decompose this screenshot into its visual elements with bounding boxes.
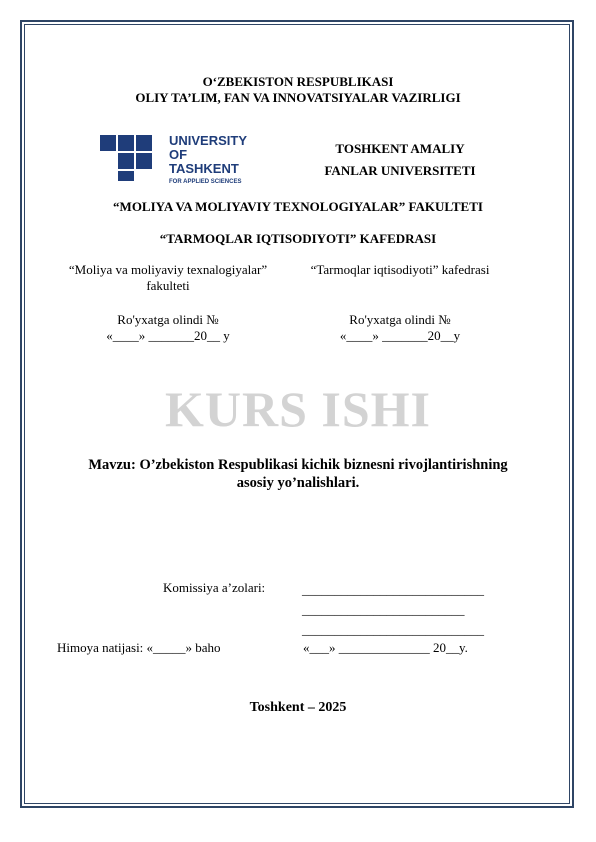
commission-line-2: _________________________ — [302, 602, 465, 617]
commission-line-3: ____________________________ — [302, 622, 484, 637]
university-line-2: FANLAR UNIVERSITETI — [324, 163, 476, 178]
topic-line-1: Mavzu: O’zbekiston Respublikasi kichik biznesni rivojlantirishning — [88, 457, 508, 473]
faculty-title: “MOLIYA VA MOLIYAVIY TEXNOLOGIYALAR” FAKULTETI — [113, 199, 483, 214]
commission-label: Komissiya a’zolari: — [163, 580, 266, 595]
ministry-line-2: OLIY TA’LIM, FAN VA INNOVATSIYALAR VAZIRLIGI — [135, 90, 461, 105]
university-line-1: TOSHKENT AMALIY — [335, 141, 465, 156]
ministry-header — [0, 74, 596, 106]
defense-date: «___» ______________ 20__y. — [303, 640, 468, 655]
faculty-registration-block — [48, 262, 288, 344]
topic — [0, 456, 596, 492]
department-registration-date: «____» _______20__y — [339, 328, 461, 343]
commission-line-1: ____________________________ — [302, 582, 484, 597]
faculty-registration-date: «____» _______20__ y — [106, 328, 230, 343]
logo-line-1: UNIVERSITY — [169, 133, 248, 148]
department-title: “TARMOQLAR IQTISODIYOTI” KAFEDRASI — [159, 231, 437, 246]
university-name — [300, 138, 500, 182]
department-registration-block — [290, 262, 510, 344]
department-name-line-1: “Tarmoqlar iqtisodiyoti” kafedrasi — [310, 262, 490, 277]
university-logo — [100, 133, 260, 181]
faculty-registration-label: Ro'yxatga olindi № — [117, 312, 219, 327]
logo-line-2: OF TASHKENT — [169, 147, 239, 176]
city-year-footer: Toshkent – 2025 — [249, 700, 347, 715]
topic-line-2: asosiy yo’nalishlari. — [236, 475, 360, 491]
faculty-name-line-2: fakulteti — [146, 278, 190, 293]
ministry-line-1: O‘ZBEKISTON RESPUBLIKASI — [202, 74, 394, 89]
commission-signature-lines — [302, 580, 484, 640]
defense-result: Himoya natijasi: «_____» baho — [57, 640, 221, 655]
department-registration-label: Ro'yxatga olindi № — [349, 312, 451, 327]
logo-text — [169, 134, 260, 183]
faculty-name-line-1: “Moliya va moliyaviy texnalogiyalar” — [68, 262, 268, 277]
logo-line-3: FOR APPLIED SCIENCES — [169, 179, 242, 183]
course-work-title: KURS ISHI — [164, 381, 432, 437]
